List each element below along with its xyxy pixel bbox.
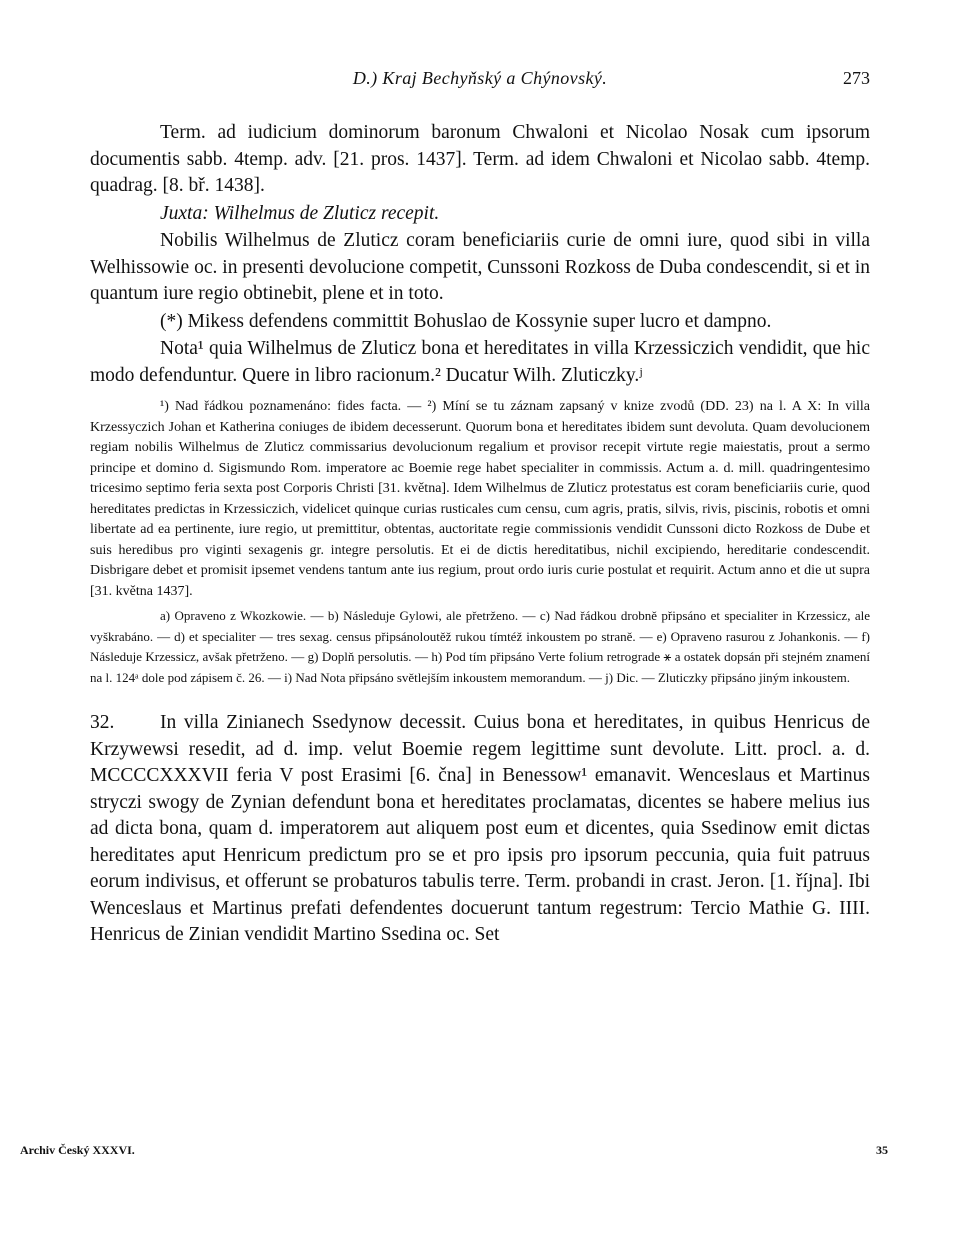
paragraph: Nota¹ quia Wilhelmus de Zluticz bona et hereditates in villa Krzessiczich vendidit, que hic modo defenduntur. Quere in libro racionum.² Ducatur Wilh. Zluticzky.ʲ: [90, 338, 870, 386]
main-text: [90, 120, 870, 389]
paragraph: Term. ad iudicium dominorum baronum Chwaloni et Nicolao Nosak cum ipsorum documentis sabb. 4temp. adv. [21. pros. 1437]. Term. ad idem Chwaloni et Nicolao sabb. 4temp. quadrag. [8. bř. 1438].: [90, 122, 870, 196]
page-number: 273: [843, 68, 870, 88]
running-header: [90, 68, 870, 104]
footer-signature: Archiv Český XXXVI.: [20, 1143, 135, 1157]
section-number: 32.: [90, 712, 115, 733]
paragraph: Nobilis Wilhelmus de Zluticz coram beneficiariis curie de omni iure, quod sibi in villa Welhissowie oc. in presenti devolucione competit, Cunssoni Rozkoss de Duba condescendit, si et in quantum iure regio obtinebit, plene et in toto.: [90, 230, 870, 304]
section-text: In villa Zinianech Ssedynow decessit. Cuius bona et hereditates, in quibus Henricus de Krzywewsi resedit, ad d. imp. velut Boemie regem legittime sunt devolute. Litt. procl. a. d. MCCCCXXXVII feria V post Erasimi [6. čna] in Benessow¹ emanavit. Wenceslaus et Martinus stryczi swogy de Zynian defendunt bona et hereditates proclamatas, dicentes se habere melius ius ad dicta bona, quam d. imperatorem aut aliquem post eum et dicentes, quia Ssedinow emit dictas hereditates aput Henricum predictum pro se et pro ipsis pro ipsorum peccunia, quia fuit patruus eorum indivisus, et offerunt se probaturos tabulis terre. Term. probandi in crast. Jeron. [1. října]. Ibi Wenceslaus et Martinus prefati defendentes docuerunt tantum regestrum: Tercio Mathie G. IIII. Henricus de Zinian vendidit Martino Ssedina oc. Set: [90, 712, 870, 945]
variant-notes: [90, 606, 870, 688]
paragraph: (*) Mikess defendens committit Bohuslao de Kossynie super lucro et dampno.: [160, 310, 772, 332]
footnote: ¹) Nad řádkou poznamenáno: fides facta. — ²) Míní se tu záznam zapsaný v knize zvodů (DD. 23) na l. A X: In villa Krzessyczich Johan et Katherina coniuges de ibidem decesserunt. Quorum bona et hereditates ibidem sunt devoluta. Quam devolucionem regiam nobilis Wilhelmus de Zluticz commissarius devolucionum regalium et provisor recepit virtute regie maiestatis, prout a sermo principe et domino d. Sigismundo Rom. imperatore ac Boemie rege habet specialiter in commissis. Actum a. d. mill. quadringentesimo tricesimo septimo feria sexta post Corporis Christi [31. května]. Idem Wilhelmus de Zluticz protestatus est coram beneficiariis curie, quod hereditates predictas in Krzessiczich, videlicet quinque curias rusticales cum censu, cum agris, pratis, silvis, rivis, piscinis, robotis et omni libertate ad ea pertinente, iure regio, ut premittitur, obtentas, auctoritate regie commissionis vendidit Cunssoni dicto Rozkoss de Dube et suis heredibus pro viginti sexagenis gr. integre persolutis. Et ei de dictis hereditatibus, nichil excipiendo, hereditarie condescendit. Disbrigare debet et promisit ipsemet vendens tantum ante ius regium, prout ordo iuris curie postulat et requirit. Actum anno et die ut supra [31. května 1437].: [90, 399, 870, 599]
paragraph: Juxta: Wilhelmus de Zluticz recepit.: [160, 202, 440, 224]
entry-section: [90, 710, 870, 949]
document-page: [90, 68, 870, 949]
variant-note: a) Opraveno z Wkozkowie. — b) Následuje Gylowi, ale přetrženo. — c) Nad řádkou drobně připsáno et specialiter in Krzessicz, ale vyškrabáno. — d) et specialiter — tres sexag. census připsánoloutěž rukou tímtéž inkoustem po straně. — e) Opraveno rasurou z Johankonis. — f) Následuje Krzessicz, avšak přetrženo. — g) Doplň persolutis. — h) Pod tím připsáno Verte folium retrograde ⚹ a ostatek dopsán při stejném znamení na l. 124ᵃ dole pod zápisem č. 26. — i) Nad Nota připsáno světlejším inkoustem memorandum. — j) Dic. — Zluticzky připsáno jiným inkoustem.: [90, 608, 870, 685]
header-title: D.) Kraj Bechyňský a Chýnovský.: [352, 68, 608, 88]
footnotes: [90, 397, 870, 602]
footer-sheet-number: 35: [876, 1143, 888, 1157]
